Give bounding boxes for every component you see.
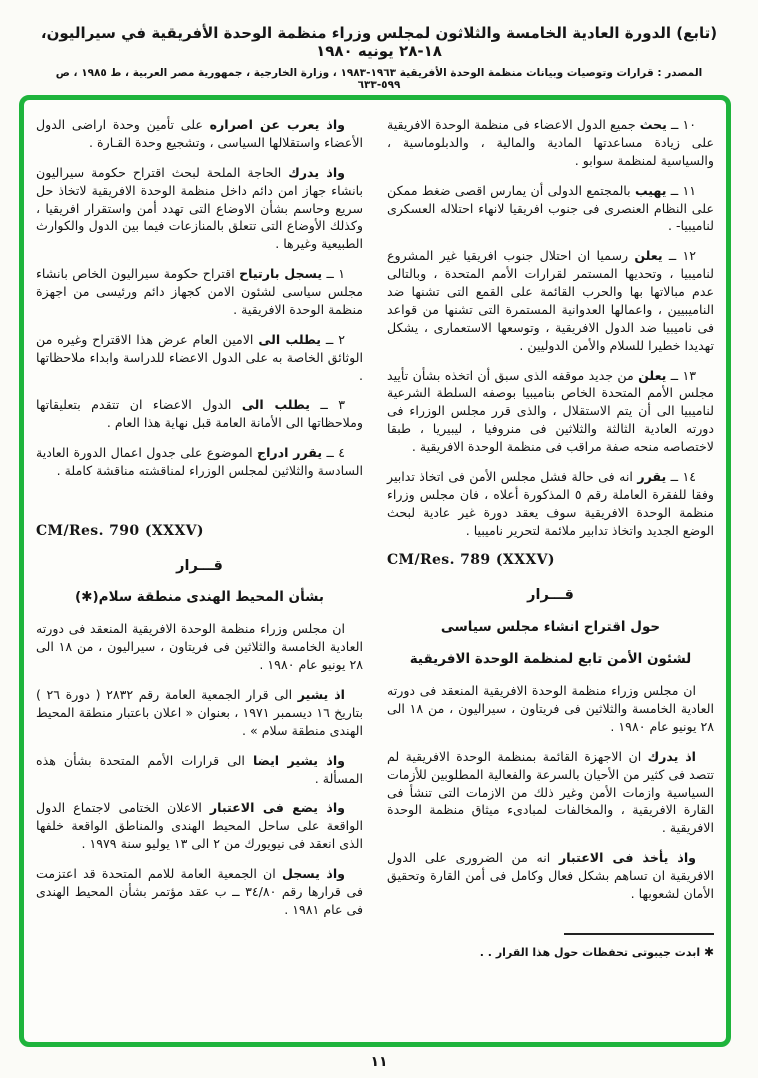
resolution-code-789: CM/Res. 789 (XXXV) — [387, 552, 555, 569]
resolution-item-13: ١٣ ــ يعلن من جديد موقفه الذى سبق أن اتخذه بشأن تأييد مجلس الأمم المتحدة الخاص بناميبيا بوصفه السلطة الشرعية لناميبيا الى أن يتم الاستقلال ، والذى قرر مجلس الوزراء فى دورته العادية الثالثة والثلاثين فى منروفيا ، ليبيريا ، طبقا لاختصاصه منحه صفة مراقب فى منظمة الوحدة الافريقية . — [387, 367, 714, 454]
resolution-item-10: ١٠ ــ يحث جميع الدول الاعضاء فى منظمة الوحدة الافريقية على زيادة مساعدتها المادية والمالية ، والدبلوماسية ، والسياسية لمنظمة سوابو . — [387, 117, 714, 168]
preamble-paragraph: واذ يسجل ان الجمعية العامة للامم المتحدة قد اعتزمت فى قرارها رقم ٣٤/٨٠ ــ ب عقد مؤتمر بشأن المحيط الهندى فى عام ١٩٨١ . — [36, 866, 363, 917]
resolution-code-790: CM/Res. 790 (XXXV) — [36, 522, 204, 539]
preamble-paragraph: اذ يدرك ان الاجهزة القائمة بمنظمة الوحدة الافريقية لم تتصد فى كثير من الأحيان بالسرعة والفعالية المطلوبين للأزمات السياسية وازمات الأمن وغير ذلك من الازمات التى تنشأ فى القارة الافريقية ، والمخالفات لمبادىء ميثاق منظمة الوحدة الافريقية . — [387, 748, 714, 836]
section-title-qarar: قـــرار — [176, 557, 223, 574]
section-subtitle-line2: لشئون الأمن تابع لمنظمة الوحدة الافريقية — [409, 650, 692, 667]
section-subtitle-line1: حول اقتراح انشاء مجلس سياسى — [440, 618, 661, 635]
resolution-item-1: ١ ــ يسجل بارتياح اقتراح حكومة سيراليون الخاص بانشاء مجلس سياسى لشئون الامن كجهاز دائم ورئيسى من اجهزة منظمة الوحدة الافريقية . — [36, 266, 363, 317]
content-frame — [19, 95, 731, 1047]
preamble-paragraph: واذ يعرب عن اصراره على تأمين وحدة اراضى الدول الأعضاء واستقلالها السياسى ، وتشجيع وحدة القـارة . — [36, 117, 363, 150]
resolution-item-3: ٣ ــ يطلب الى الدول الاعضاء ان تتقدم بتعليقاتها وملاحظاتها الى الأمانة العامة قبل نهاية هذا العام . — [36, 397, 363, 431]
page-number: ١١ — [370, 1054, 388, 1070]
page-header — [0, 0, 758, 91]
footnote-text: ✱ ابدت جيبوتى تحفظات حول هذا القرار . . — [479, 944, 714, 959]
preamble-paragraph: واذ يشير ايضا الى قرارات الأمم المتحدة بشأن هذه المسألة . — [36, 752, 363, 786]
resolution-item-4: ٤ ــ يقرر ادراج الموضوع على جدول اعمال الدورة العادية السادسة والثلاثين لمجلس الوزراء لمناقشته مناقشة كاملة . — [36, 445, 363, 478]
preamble-paragraph: اذ يشير الى قرار الجمعية العامة رقم ٢٨٣٢ ( دورة ٢٦ ) بتاريخ ١٦ ديسمبر ١٩٧١ ، بعنوان « اعلان باعتبار منطقة المحيط الهندى منطقة سلام » . — [36, 687, 363, 738]
left-column — [36, 116, 363, 1034]
right-column — [387, 116, 714, 1034]
preamble-paragraph: واذ يضع فى الاعتبار الاعلان الختامى لاجتماع الدول الواقعة على ساحل المحيط الهندى والمناطق الواقعة خلفها الذى انعقد فى نيويورك من ٢ الى ١٣ يوليو سنة ١٩٧٩ . — [36, 800, 363, 852]
source-line: المصدر : قرارات وتوصيات وبيانات منظمة الوحدة الأفريقية ١٩٦٣-١٩٨٣ ، وزارة الخارجية ، جمهورية مصر العربية ، ط ١٩٨٥ ، ص ٥٩٩-٦٣٣ — [55, 67, 703, 91]
preamble-paragraph: ان مجلس وزراء منظمة الوحدة الافريقية المنعقد فى دورته العادية الخامسة والثلاثين فى فريتاون ، سيراليون ، من ١٨ الى ٢٨ يونيو عام ١٩٨٠ . — [36, 621, 364, 673]
resolution-item-11: ١١ ــ يهيب بالمجتمع الدولى أن يمارس اقصى ضغط ممكن على النظام العنصرى فى جنوب افريقيا لانهاء احتلاله العسكرى لناميبيا- . — [387, 182, 714, 234]
footnote-divider — [564, 933, 714, 935]
section-title-qarar: قـــرار — [527, 587, 574, 604]
document-title: (تابع) الدورة العادية الخامسة والثلاثون لمجلس وزراء منظمة الوحدة الأفريقية في سيراليون، ١٨-٢٨ يونيه ١٩٨٠ — [40, 24, 718, 60]
resolution-item-2: ٢ ــ يطلب الى الامين العام عرض هذا الاقتراح وغيره من الوثائق الخاصة به على الدول الاعضاء للدراسة وابداء ملاحظاتها . — [36, 331, 363, 383]
resolution-item-14: ١٤ ــ يقرر انه فى حالة فشل مجلس الأمن فى اتخاذ تدابير وفقا للفقرة العاملة رقم ٥ المذكورة أعلاه ، فان مجلس وزراء منظمة الوحدة الافريقية سوف يعقد دورة غير عادية لبحث الوضع الجديد واتخاذ تدابير ملائمة لتحرير ناميبيا . — [387, 468, 714, 538]
two-column-layout — [36, 116, 714, 1034]
preamble-paragraph: ان مجلس وزراء منظمة الوحدة الافريقية المنعقد فى دورته العادية الخامسة والثلاثين فى فريتاون ، سيراليون ، من ١٨ الى ٢٨ يونيو عام ١٩٨٠ . — [387, 683, 715, 734]
preamble-paragraph: واذ يدرك الحاجة الملحة لبحث اقتراح حكومة سيراليون بانشاء جهاز امن دائم داخل منظمة الوحدة الافريقية لاتخاذ حل سريع وحاسم بشأن الاوضاع التى تهدد أمن واستقرار افريقيا ، وكذلك الأوضاع التى تتعلق بالمنازعات فيما بين الدول والكوارث الطبيعية وغيرها . — [36, 164, 363, 252]
resolution-item-12: ١٢ ــ يعلن رسميا ان احتلال جنوب افريقيا غير المشروع لناميبيا ، وتحديها المستمر لقرارات الأمم المتحدة ، وبالتالى عدم مبالاتها بها والحرب القائمة على القمع التى تشنها ضد الناميبيين ، واعمالها العدوانية المستمرة التى تشنها من قواعد فى ناميبيا ضد الدول الافريقية ، وتوسعها الاستعمارى ، يشكل تهديدا خطيرا للسلام والأمن الدوليين . — [387, 248, 714, 353]
asterisk-icon: ✱ — [703, 944, 714, 959]
preamble-paragraph: واذ يأخذ فى الاعتبار انه من الضرورى على الدول الافريقية ان تساهم بشكل فعال وكامل فى أمن القارة وتحقيق الأمان لشعوبها . — [387, 850, 714, 901]
section-subtitle-indian-ocean: بشأن المحيط الهندى منطقة سلام(✱) — [75, 589, 324, 606]
footnote — [387, 933, 714, 961]
